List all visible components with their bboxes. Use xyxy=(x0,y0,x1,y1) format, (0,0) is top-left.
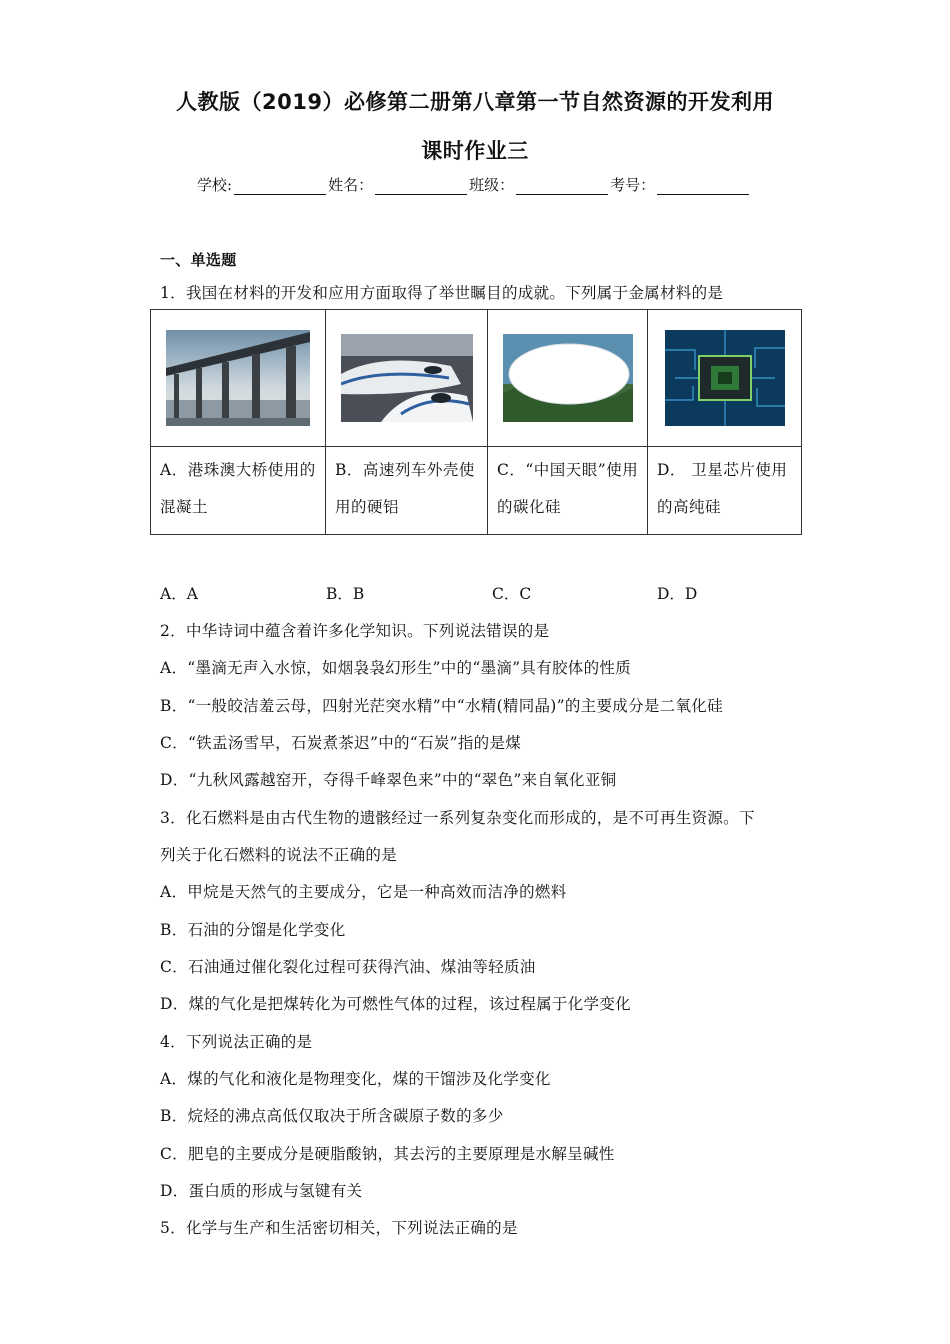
train-photo xyxy=(341,334,473,422)
section-heading: 一、单选题 xyxy=(160,251,237,269)
class-label: 班级： xyxy=(469,176,515,194)
number-blank[interactable] xyxy=(657,179,749,195)
q1-choice-a[interactable]: A．A xyxy=(160,585,198,603)
q1-option-c-line2: 的碳化硅 xyxy=(497,498,562,516)
q4-stem: 4．下列说法正确的是 xyxy=(160,1033,313,1051)
q3-stem-line2: 列关于化石燃料的说法不正确的是 xyxy=(160,846,398,864)
name-label: 姓名： xyxy=(328,176,374,194)
q1-image-cell-b xyxy=(326,310,488,447)
q2-option-a[interactable]: A．“墨滴无声入水惊，如烟袅袅幻形生”中的“墨滴”具有胶体的性质 xyxy=(160,659,631,677)
q3-option-c[interactable]: C．石油通过催化裂化过程可获得汽油、煤油等轻质油 xyxy=(160,958,536,976)
q1-choice-d[interactable]: D．D xyxy=(657,585,698,603)
q3-option-b[interactable]: B．石油的分馏是化学变化 xyxy=(160,921,346,939)
q1-image-cell-c xyxy=(488,310,648,447)
q1-option-a-line2: 混凝土 xyxy=(160,498,209,516)
q3-option-d[interactable]: D．煤的气化是把煤转化为可燃性气体的过程，该过程属于化学变化 xyxy=(160,995,631,1013)
q1-option-b-line2: 用的硬铝 xyxy=(335,498,400,516)
q1-option-b-cell xyxy=(326,447,488,535)
q1-option-a-line1: A．港珠澳大桥使用的 xyxy=(160,461,316,479)
name-blank[interactable] xyxy=(375,179,467,195)
number-label: 考号： xyxy=(610,176,656,194)
q2-stem: 2．中华诗词中蕴含着许多化学知识。下列说法错误的是 xyxy=(160,622,550,640)
class-blank[interactable] xyxy=(516,179,608,195)
q2-option-d[interactable]: D．“九秋风露越窑开，夺得千峰翠色来”中的“翠色”来自氧化亚铜 xyxy=(160,771,617,789)
q5-stem: 5．化学与生产和生活密切相关，下列说法正确的是 xyxy=(160,1219,518,1237)
q1-option-a-cell xyxy=(151,447,326,535)
student-info-line xyxy=(197,174,751,195)
q1-stem: 1．我国在材料的开发和应用方面取得了举世瞩目的成就。下列属于金属材料的是 xyxy=(160,284,724,302)
q3-option-a[interactable]: A．甲烷是天然气的主要成分，它是一种高效而洁净的燃料 xyxy=(160,883,567,901)
q1-choice-b[interactable]: B．B xyxy=(326,585,365,603)
telescope-photo xyxy=(503,334,633,422)
q2-option-c[interactable]: C．“铁盂汤雪早，石炭煮茶迟”中的“石炭”指的是煤 xyxy=(160,734,522,752)
bridge-photo xyxy=(166,330,310,426)
q1-options-table xyxy=(150,309,802,535)
q1-image-cell-d xyxy=(648,310,802,447)
q1-image-cell-a xyxy=(151,310,326,447)
school-blank[interactable] xyxy=(234,179,326,195)
q1-option-d-line1: D． 卫星芯片使用 xyxy=(657,461,788,479)
q4-option-d[interactable]: D．蛋白质的形成与氢键有关 xyxy=(160,1182,363,1200)
q3-stem-line1: 3．化石燃料是由古代生物的遗骸经过一系列复杂变化而形成的，是不可再生资源。下 xyxy=(160,809,755,827)
q4-option-b[interactable]: B．烷烃的沸点高低仅取决于所含碳原子数的多少 xyxy=(160,1107,504,1125)
q1-option-d-cell xyxy=(648,447,802,535)
q1-option-c-line1: C．“中国天眼”使用 xyxy=(497,461,639,479)
q4-option-c[interactable]: C．肥皂的主要成分是硬脂酸钠，其去污的主要原理是水解呈碱性 xyxy=(160,1145,615,1163)
q1-option-b-line1: B．高速列车外壳使 xyxy=(335,461,475,479)
school-label: 学校: xyxy=(197,176,233,194)
document-subtitle: 课时作业三 xyxy=(421,139,529,163)
q4-option-a[interactable]: A．煤的气化和液化是物理变化，煤的干馏涉及化学变化 xyxy=(160,1070,551,1088)
chip-photo xyxy=(665,330,785,426)
q1-choice-c[interactable]: C．C xyxy=(492,585,532,603)
q1-option-c-cell xyxy=(488,447,648,535)
document-title: 人教版（2019）必修第二册第八章第一节自然资源的开发利用 xyxy=(176,90,774,114)
q2-option-b[interactable]: B．“一般皎洁羞云母，四射光茫突水精”中“水精(精同晶)”的主要成分是二氧化硅 xyxy=(160,697,723,715)
q1-option-d-line2: 的高纯硅 xyxy=(657,498,722,516)
